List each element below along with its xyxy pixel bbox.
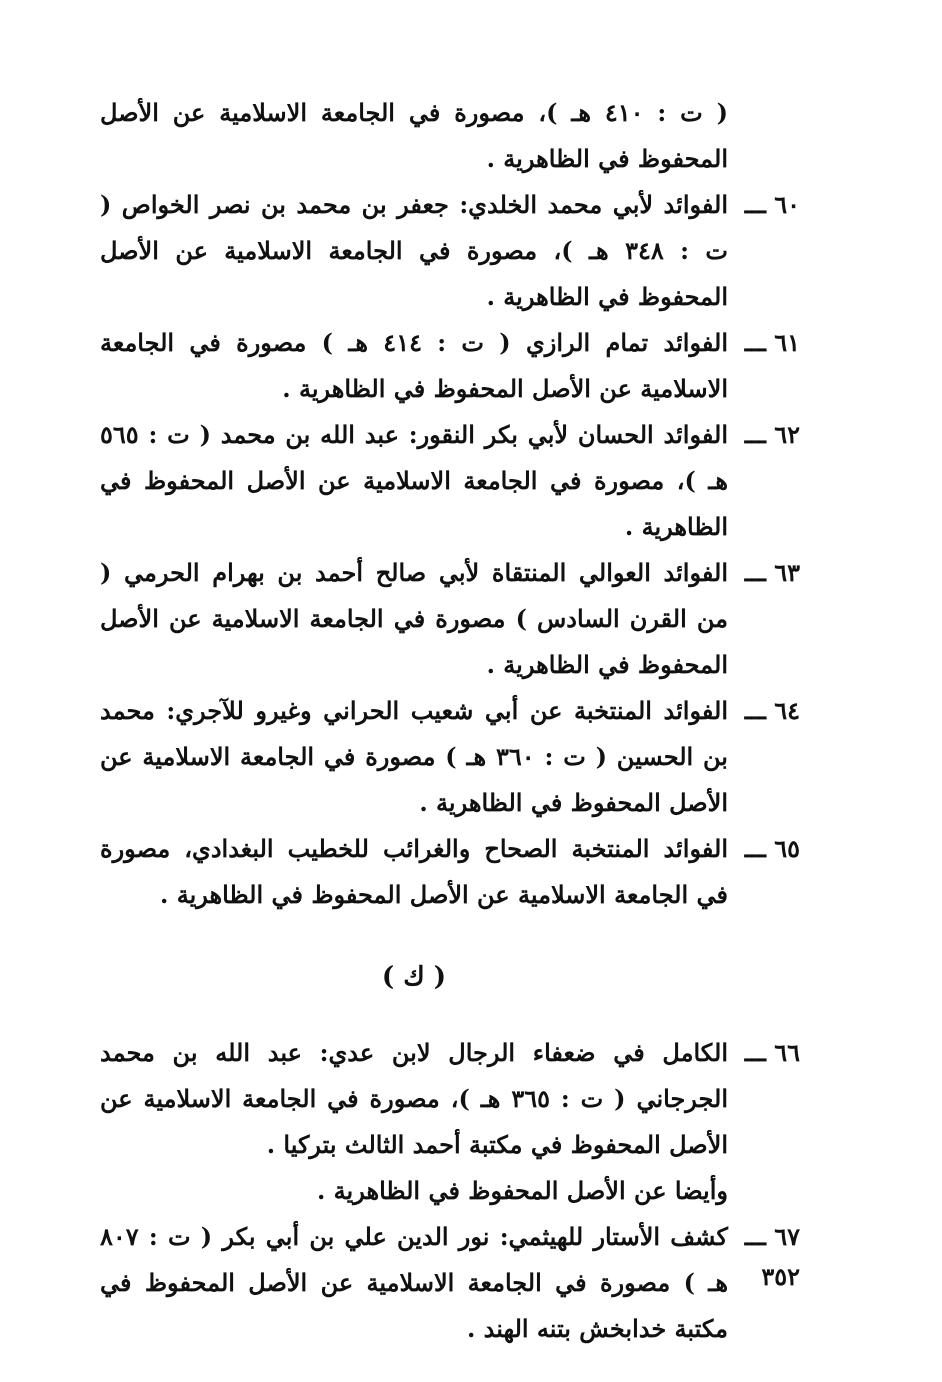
entry-number: ٦٠ ـــ <box>744 190 800 219</box>
page-body <box>100 90 800 1352</box>
entry-number: ٦٦ ـــ <box>744 1038 800 1067</box>
entry-text: الفوائد الحسان لأبي بكر النقور: عبد الله بن محمد ( ت : ٥٦٥ هـ )، مصورة في الجامعة الاسلامية عن الأصل المحفوظ في الظاهرية . <box>100 420 728 541</box>
entry-text: الفوائد لأبي محمد الخلدي: جعفر بن محمد بن نصر الخواص ( ت : ٣٤٨ هـ )، مصورة في الجامعة الاسلامية عن الأصل المحفوظ في الظاهرية . <box>100 190 728 311</box>
entry-extra-line: وأيضا عن الأصل المحفوظ في الظاهرية . <box>316 1176 728 1205</box>
entry-number: ٦١ ـــ <box>744 328 800 357</box>
entry-number: ٦٢ ـــ <box>744 420 800 449</box>
entry-64 <box>100 688 800 826</box>
entry-67 <box>100 1214 800 1352</box>
entry-63 <box>100 550 800 688</box>
entry-text: كشف الأستار للهيثمي: نور الدين علي بن أبي بكر ( ت : ٨٠٧ هـ ) مصورة في الجامعة الاسلامية عن الأصل المحفوظ في مكتبة خدابخش بتنه الهند . <box>100 1222 728 1343</box>
entry-61 <box>100 320 800 412</box>
entry-number: ٦٥ ـــ <box>744 834 800 863</box>
entry-text: الفوائد المنتخبة عن أبي شعيب الحراني وغيرو للآجري: محمد بن الحسين ( ت : ٣٦٠ هـ ) مصورة في الجامعة الاسلامية عن الأصل المحفوظ في الظاهرية . <box>100 696 728 817</box>
entry-continuation <box>100 90 800 182</box>
entry-62 <box>100 412 800 550</box>
entry-number: ٦٣ ـــ <box>744 558 800 587</box>
entry-text: الكامل في ضعفاء الرجال لابن عدي: عبد الله بن محمد الجرجاني ( ت : ٣٦٥ هـ )، مصورة في الجامعة الاسلامية عن الأصل المحفوظ في مكتبة أحمد الثالث بتركيا . <box>100 1038 728 1159</box>
entry-text: الفوائد المنتخبة الصحاح والغرائب للخطيب البغدادي، مصورة في الجامعة الاسلامية عن الأصل المحفوظ في الظاهرية . <box>100 834 728 909</box>
entry-66 <box>100 1030 800 1214</box>
entry-number: ٦٤ ـــ <box>744 696 800 725</box>
entry-65 <box>100 826 800 918</box>
section-header-kaf: ( ك ) <box>381 962 447 992</box>
entry-number: ٦٧ ـــ <box>744 1222 800 1251</box>
entry-text: ( ت : ٤١٠ هـ )، مصورة في الجامعة الاسلامية عن الأصل المحفوظ في الظاهرية . <box>100 98 728 173</box>
entry-text: الفوائد العوالي المنتقاة لأبي صالح أحمد بن بهرام الحرمي ( من القرن السادس ) مصورة في الجامعة الاسلامية عن الأصل المحفوظ في الظاهرية . <box>100 558 728 679</box>
entry-60 <box>100 182 800 320</box>
entry-text: الفوائد تمام الرازي ( ت : ٤١٤ هـ ) مصورة في الجامعة الاسلامية عن الأصل المحفوظ في الظاهرية . <box>100 328 728 403</box>
page-number: ٣٥٢ <box>761 1262 800 1291</box>
